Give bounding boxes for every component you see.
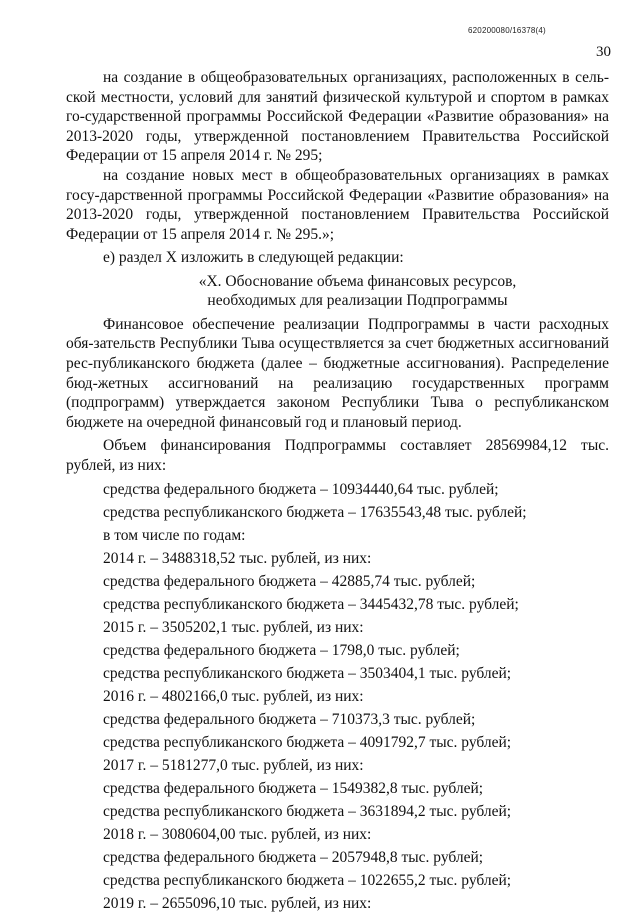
paragraph-section-x-intro: е) раздел X изложить в следующей редакции: (103, 249, 404, 267)
paragraph-new-places: на создание новых мест в общеобразовательных организациях в рамках госу-дарственной программы Российской Федерации «Развитие образования» на 2013-2020 годы, утвержденной постановлением Правительства Российской Федерации от 15 апреля 2014 г. № 295.»; (66, 166, 609, 243)
section-title (66, 272, 609, 311)
list-item: средства республиканского бюджета – 1022655,2 тыс. рублей; (103, 871, 512, 889)
list-item: средства федерального бюджета – 2057948,8 тыс. рублей; (103, 848, 484, 866)
list-item: 2018 г. – 3080604,00 тыс. рублей, из них: (103, 825, 372, 843)
list-item: средства федерального бюджета – 42885,74 тыс. рублей; (103, 572, 476, 590)
document-id: 620200080/16378(4) (468, 26, 546, 35)
list-item: средства республиканского бюджета – 4091792,7 тыс. рублей; (103, 733, 512, 751)
paragraph-financing: Финансовое обеспечение реализации Подпрограммы в части расходных обя-зательств Республики Тыва осуществляется за счет бюджетных ассигнований рес-публиканского бюджета (далее – бюджетные ассигнования). Распределение бюд-жетных ассигнований на реализацию государственных программ (подпрограмм) утверждается законом Республики Тыва о республиканском бюджете на очередной финансовый год и плановый период. (66, 315, 609, 431)
list-item: средства федерального бюджета – 710373,3 тыс. рублей; (103, 710, 476, 728)
list-item: в том числе по годам: (103, 526, 246, 544)
paragraph-rural-sports: на создание в общеобразовательных организациях, расположенных в сель-ской местности, условий для занятий физической культурой и спортом в рамках го-сударственной программы Российской Федерации «Развитие образования» на 2013-2020 годы, утвержденной постановлением Правительства Российской Федерации от 15 апреля 2014 г. № 295; (66, 69, 609, 165)
document-body (66, 68, 609, 915)
list-item: 2016 г. – 4802166,0 тыс. рублей, из них: (103, 687, 364, 705)
list-item: 2015 г. – 3505202,1 тыс. рублей, из них: (103, 618, 364, 636)
list-item: 2017 г. – 5181277,0 тыс. рублей, из них: (103, 756, 364, 774)
list-item: средства федерального бюджета – 1798,0 тыс. рублей; (103, 641, 460, 659)
list-item: средства федерального бюджета – 10934440,64 тыс. рублей; (103, 480, 499, 498)
list-item: средства федерального бюджета – 1549382,8 тыс. рублей; (103, 779, 484, 797)
list-item: 2019 г. – 2655096,10 тыс. рублей, из них: (103, 894, 372, 912)
list-item: 2014 г. – 3488318,52 тыс. рублей, из них: (103, 549, 372, 567)
paragraph-financing-volume: Объем финансирования Подпрограммы составляет 28569984,12 тыс. рублей, из них: (66, 437, 609, 474)
section-title-line-1: «X. Обоснование объема финансовых ресурсов, (198, 272, 517, 290)
list-item: средства республиканского бюджета – 3503404,1 тыс. рублей; (103, 664, 512, 682)
funding-list (66, 478, 609, 915)
list-item: средства республиканского бюджета – 3631894,2 тыс. рублей; (103, 802, 512, 820)
section-title-line-2: необходимых для реализации Подпрограммы (207, 292, 508, 310)
list-item: средства республиканского бюджета – 3445432,78 тыс. рублей; (103, 595, 519, 613)
page-number: 30 (596, 44, 611, 60)
list-item: средства республиканского бюджета – 17635543,48 тыс. рублей; (103, 503, 527, 521)
